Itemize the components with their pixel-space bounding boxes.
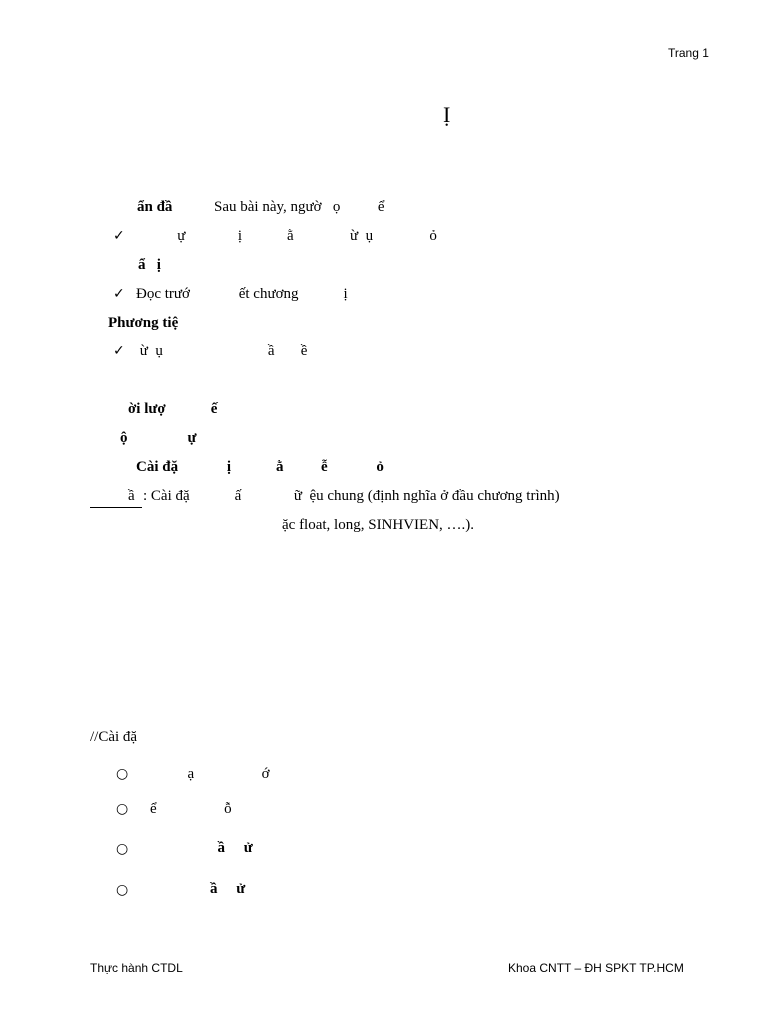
check-icon: ✓ (113, 228, 125, 244)
answer-blank (90, 507, 142, 508)
circle-bullet-icon: ○ (116, 766, 129, 782)
footer-right: Khoa CNTT – ĐH SPKT TP.HCM (508, 961, 684, 975)
footer-left: Thực hành CTDL (90, 961, 183, 975)
intro-label: ẩn đầ (137, 199, 173, 215)
circle-bullet-icon: ○ (116, 841, 129, 857)
intro-check-2: Đọc trướ ết chương ị (136, 286, 348, 302)
duration-label: ời lượ ế (128, 401, 218, 417)
check-icon: ✓ (113, 286, 125, 302)
option-3: ầ ử (150, 840, 253, 856)
circle-bullet-icon: ○ (116, 882, 129, 898)
page-number: Trang 1 (668, 46, 709, 60)
requirement-prefix: ầ (128, 488, 135, 504)
option-1: ạ ớ (150, 766, 270, 782)
means-label: Phương tiệ (108, 315, 179, 331)
check-icon: ✓ (113, 343, 125, 359)
circle-bullet-icon: ○ (116, 801, 129, 817)
intro-text: Sau bài này, ngườ ọ ể (214, 199, 385, 215)
means-check-1: ừ ụ ầ ề (136, 343, 308, 359)
code-comment: //Cài đặ (90, 729, 138, 745)
requirement-line2: ặc float, long, SINHVIEN, ….). (282, 517, 475, 533)
intro-sub-line: ẩ ị (138, 257, 161, 273)
option-2: ể ỗ (150, 801, 232, 817)
intro-check-1: ự ị ằ ừ ụ ỏ (136, 228, 437, 244)
content-label: ộ ự (120, 430, 197, 446)
requirement-text: : Cài đặ ấ ữ ệu chung (định nghĩa ở đầu chương trình) (143, 488, 560, 504)
page-title: Ị (443, 102, 451, 127)
section-heading: Cài đặ ị ằ ễ ỏ (136, 459, 384, 475)
option-4: ầ ử (150, 881, 246, 897)
